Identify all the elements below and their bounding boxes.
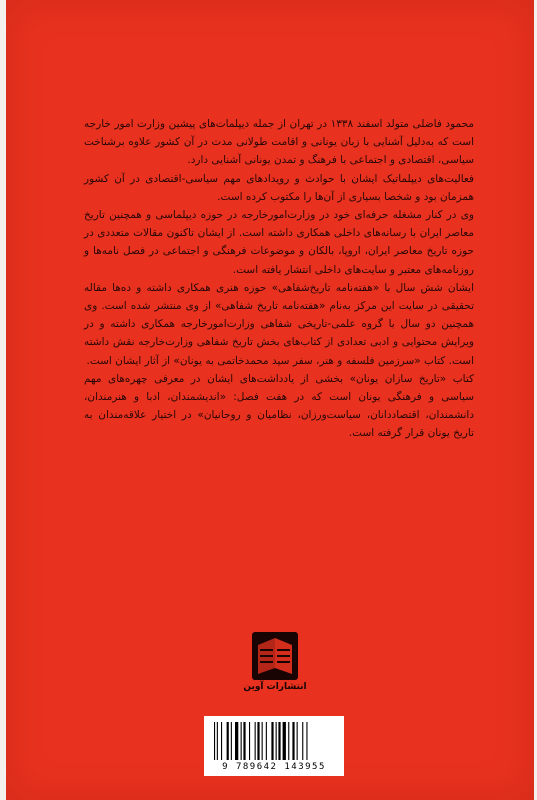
barcode-bar — [243, 722, 245, 760]
blurb-paragraph-2: فعالیت‌های دیپلماتیک ایشان با حوادث و رویدادهای مهم سیاسی-اقتصادی در آن کشور همزمان بود و شخصا بسیاری از آن‌ها را مکتوب کرده است. — [84, 172, 474, 203]
barcode-bar — [231, 722, 232, 760]
barcode-number: 9 789642 143955 — [222, 762, 326, 772]
barcode-bar — [257, 722, 259, 760]
barcode-bar — [288, 722, 289, 760]
barcode-bar — [241, 722, 242, 760]
back-cover — [6, 0, 534, 800]
barcode-bar — [266, 722, 267, 760]
barcode-bar — [297, 722, 298, 760]
barcode — [204, 716, 344, 776]
barcode-bar — [227, 722, 229, 760]
barcode-bar — [235, 722, 238, 760]
barcode-bar — [306, 722, 307, 760]
barcode-bars — [212, 722, 336, 762]
blurb-paragraph-3: وی در کنار مشغله حرفه‌ای خود در وزارت‌امورخارجه در حوزه دیپلماسی و همچنین تاریخ معاصر ایران با رسانه‌های داخلی همکاری داشته است. از ایشان تاکنون مقالات متعددی در حوزه تاریخ معاصر ایران، اروپا، بالکان و موضوعات فرهنگی و اجتماعی در فصل نامه‌ها و روزنامه‌های معتبر و سایت‌های داخلی انتشار یافته است. — [84, 209, 474, 276]
barcode-bar — [271, 722, 273, 760]
blurb-paragraph-5: کتاب «تاریخ سازان یونان» بخشی از یادداشت‌های ایشان در معرفی چهره‌های مهم سیاسی و فرهنگی یونان است که در هفت فصل: «اندیشمندان، ادبا و هنرمندان، دانشمندان، اقتصاددانان، سیاست‌ورزان، نظامیان و روحانیان» در اختیار علاقه‌مندان به تاریخ یونان قرار گرفته است. — [84, 372, 474, 440]
barcode-bar — [262, 722, 263, 760]
barcode-bar — [255, 722, 256, 760]
publisher-name: انتشارات آوین — [243, 682, 307, 692]
barcode-bar — [283, 722, 286, 760]
barcode-bar — [221, 722, 222, 760]
barcode-bar — [302, 722, 303, 760]
blurb-paragraph-1: محمود فاضلی متولد اسفند ۱۳۳۸ در تهران از جمله دیپلمات‌های پیشین وزارت امور خارجه است که به‌دلیل آشنایی با زبان یونانی و اقامت طولانی مدت در آن کشور علاوه برشناخت سیاسی، اقتصادی و اجتماعی با فرهنگ و تمدن یونانی آشنایی دارد. — [84, 118, 474, 167]
barcode-bar — [249, 722, 250, 760]
barcode-bar — [217, 722, 218, 760]
barcode-bar — [214, 722, 215, 760]
barcode-bar — [292, 722, 294, 760]
barcode-bar — [276, 722, 277, 760]
blurb-paragraph-4: ایشان شش سال با «هفته‌نامه تاریخ‌شفاهی» حوزه هنری همکاری داشته و ده‌ها مقاله تحقیقی در سایت این مرکز به‌نام «هفته‌نامه تاریخ شفاهی» از وی منتشر شده است. وی همچنین دو سال با گروه علمی-تاریخی شفاهی وزارت‌امورخارجه همکاری داشته و در ویرایش محتوایی و ادبی تعدادی از کتاب‌های بخش تاریخ شفاهی وزارت‌خارجه نقش داشته است. کتاب «سرزمین فلسفه و هنر، سفر سید محمدخاتمی به یونان» از آثار ایشان است. — [84, 281, 474, 367]
blurb-text — [84, 115, 474, 443]
barcode-bar — [278, 722, 280, 760]
